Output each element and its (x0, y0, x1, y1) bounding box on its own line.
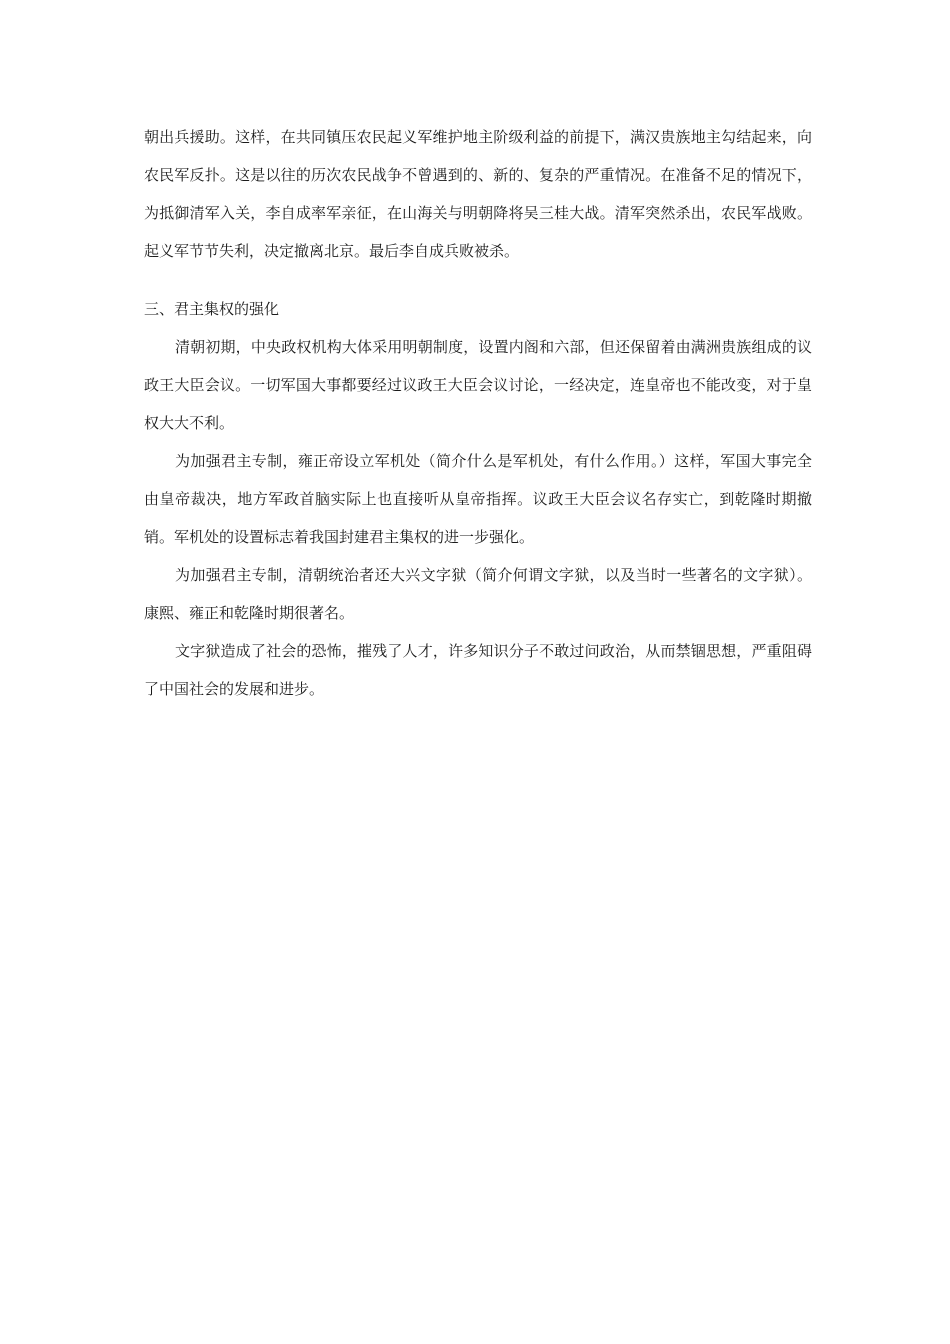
paragraph-inquisition-effects: 文字狱造成了社会的恐怖，摧残了人才，许多知识分子不敢过问政治，从而禁锢思想，严重阻碍了中国社会的发展和进步。 (144, 642, 812, 698)
intro-paragraph: 朝出兵援助。这样，在共同镇压农民起义军维护地主阶级利益的前提下，满汉贵族地主勾结起来，向农民军反扑。这是以往的历次农民战争不曾遇到的、新的、复杂的严重情况。在准备不足的情况下，为抵御清军入关，李自成率军亲征，在山海关与明朝降将吴三桂大战。清军突然杀出，农民军战败。起义军节节失利，决定撤离北京。最后李自成兵败被杀。 (144, 128, 812, 260)
section-spacer (144, 270, 812, 290)
paragraph-qing-early-government: 清朝初期，中央政权机构大体采用明朝制度，设置内阁和六部，但还保留着由满洲贵族组成的议政王大臣会议。一切军国大事都要经过议政王大臣会议讨论，一经决定，连皇帝也不能改变，对于皇权大大不利。 (144, 338, 812, 432)
document-body (144, 118, 812, 708)
paragraph-literary-inquisition: 为加强君主专制，清朝统治者还大兴文字狱（简介何谓文字狱，以及当时一些著名的文字狱）。康熙、雍正和乾隆时期很著名。 (144, 566, 812, 622)
paragraph-grand-council: 为加强君主专制，雍正帝设立军机处（简介什么是军机处，有什么作用。）这样，军国大事完全由皇帝裁决，地方军政首脑实际上也直接听从皇帝指挥。议政王大臣会议名存实亡，到乾隆时期撤销。军机处的设置标志着我国封建君主集权的进一步强化。 (144, 452, 812, 546)
section-heading: 三、君主集权的强化 (144, 300, 280, 318)
